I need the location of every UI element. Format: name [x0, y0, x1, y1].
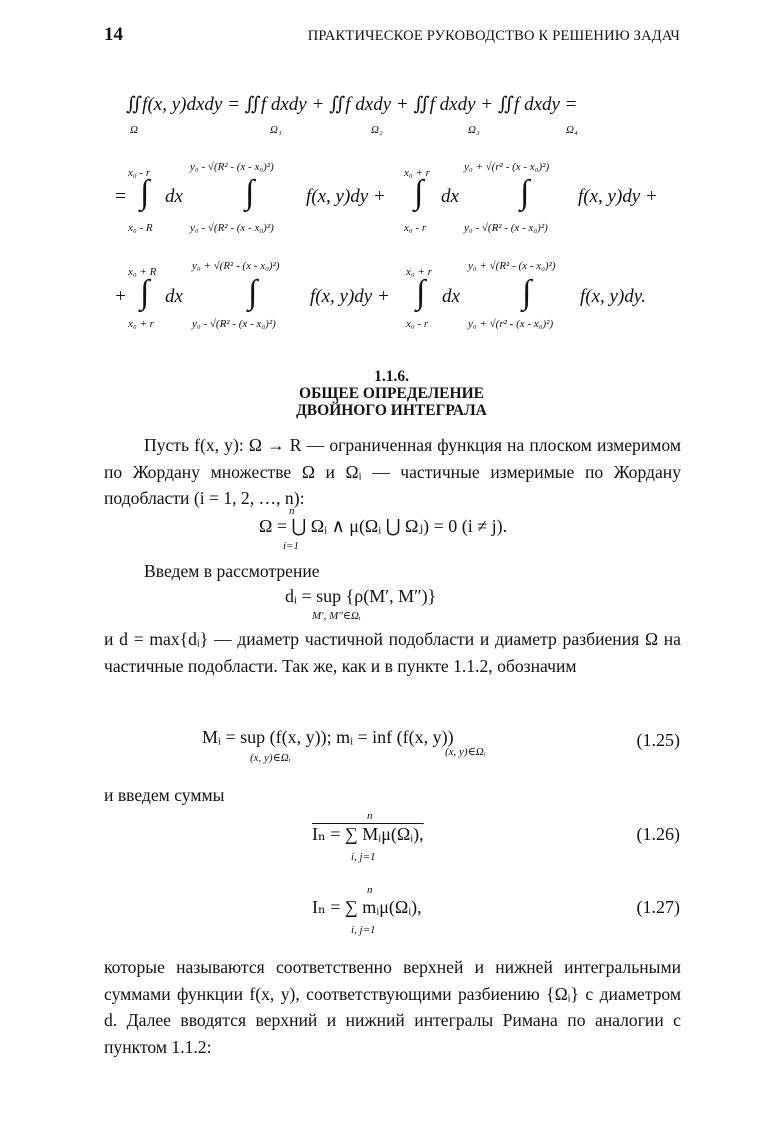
- eq3-int2-body: f(x, y)dy +: [310, 286, 390, 307]
- eq2-int2-lower: y₀ - √(R² - (x - x₀)²): [190, 222, 274, 234]
- eq3-int1-body: dx: [165, 286, 183, 307]
- eq3-int4-upper: y₀ + √(R² - (x - x₀)²): [468, 260, 556, 272]
- integral-sign: ∫: [140, 174, 150, 211]
- formula-1: Ω = ⋃ Ωᵢ ∧ μ(Ωᵢ ⋃ Ωⱼ) = 0 (i ≠ j).: [259, 516, 508, 536]
- eq2-int2-body: f(x, y)dy +: [306, 186, 386, 207]
- running-title: ПРАКТИЧЕСКОЕ РУКОВОДСТВО К РЕШЕНИЮ ЗАДАЧ: [307, 28, 680, 44]
- page-number: 14: [104, 24, 123, 45]
- eq3-int1-upper: x₀ + R: [128, 266, 157, 278]
- eq-top-expression: ∬f(x, y)dxdy = ∬f dxdy + ∬f dxdy + ∬f dxdy + ∬f dxdy =: [126, 94, 578, 115]
- eq3-int4-body: f(x, y)dy.: [580, 286, 646, 307]
- paragraph-3: и d = max{dᵢ} — диаметр частичной подобласти и диаметр разбиения Ω на частичные подобласти. Так же, как и в пункте 1.1.2, обозначим: [104, 629, 681, 676]
- eq-top-domain-4: Ω₄: [566, 124, 578, 136]
- integral-sign: ∫: [416, 274, 426, 311]
- integral-sign: ∫: [520, 174, 530, 211]
- eq-top-domain-1: Ω₁: [270, 124, 282, 136]
- section-title-line1: ОБЩЕЕ ОПРЕДЕЛЕНИЕ: [299, 385, 484, 402]
- formula4-bottom: i, j=1: [351, 851, 376, 863]
- paragraph-1: Пусть f(x, y): Ω → R — ограниченная функция на плоском измеримом по Жордану множестве Ω и Ωᵢ — частичные измеримые по Жордану подобласти (i = 1, 2, …, n):: [104, 435, 681, 508]
- paragraph-2: Введем в рассмотрение: [144, 561, 320, 581]
- eq2-int1-body: dx: [165, 186, 183, 207]
- eq3-int1-lower: x₀ + r: [128, 318, 154, 330]
- formula-4: Iₙ = ∑ Mᵢμ(Ωᵢ),: [312, 824, 424, 844]
- formula2-sub: M′, M″∈Ωᵢ: [312, 610, 361, 622]
- formula5-top: n: [367, 884, 373, 896]
- eq2-int1-lower: x₀ - R: [128, 222, 153, 234]
- equation-number-1-26: (1.26): [636, 824, 680, 844]
- formula5-bottom: i, j=1: [351, 924, 376, 936]
- eq2-int3-upper: x₀ + r: [404, 167, 430, 179]
- integral-sign: ∫: [245, 174, 255, 211]
- formula-5: Iₙ = ∑ mᵢμ(Ωᵢ),: [312, 897, 422, 917]
- eq3-int3-lower: x₀ - r: [406, 318, 429, 330]
- eq3-int2-upper: y₀ + √(R² - (x - x₀)²): [192, 260, 280, 272]
- equation-number-1-25: (1.25): [636, 730, 680, 750]
- integral-sign: ∫: [140, 274, 150, 311]
- formula-2: dᵢ = sup {ρ(M′, M″)}: [285, 586, 437, 606]
- eq2-int3-body: dx: [441, 186, 459, 207]
- formula4-top: n: [367, 810, 373, 822]
- eq2-int4-lower: y₀ - √(R² - (x - x₀)²): [464, 222, 548, 234]
- eq2-lead: =: [114, 186, 127, 207]
- integral-sign: ∫: [248, 274, 258, 311]
- integral-sign: ∫: [414, 174, 424, 211]
- eq2-int1-upper: x₀ - r: [128, 167, 151, 179]
- eq-top-domain-3: Ω₃: [468, 124, 480, 136]
- formula3-sub1: (x, y)∈Ωᵢ: [250, 752, 291, 764]
- eq3-int3-body: dx: [442, 286, 460, 307]
- section-title-line2: ДВОЙНОГО ИНТЕГРАЛА: [296, 402, 487, 419]
- eq3-lead: +: [114, 286, 127, 307]
- section-number: 1.1.6.: [374, 368, 409, 385]
- eq2-int4-upper: y₀ + √(r² - (x - x₀)²): [464, 161, 550, 173]
- formula1-top: n: [289, 505, 295, 517]
- eq-top-domain-2: Ω₂: [371, 124, 383, 136]
- eq3-int2-lower: y₀ - √(R² - (x - x₀)²): [192, 318, 276, 330]
- eq2-int2-upper: y₀ - √(R² - (x - x₀)²): [190, 161, 274, 173]
- eq2-int3-lower: x₀ - r: [404, 222, 427, 234]
- formula1-bottom: i=1: [283, 540, 299, 552]
- eq-top-domain-0: Ω: [130, 124, 138, 136]
- formula-3: Mᵢ = sup (f(x, y)); mᵢ = inf (f(x, y)): [202, 727, 454, 747]
- formula3-sub2: (x, y)∈Ωᵢ: [445, 746, 486, 758]
- paragraph-4: и введем суммы: [104, 785, 225, 805]
- eq2-int4-body: f(x, y)dy +: [578, 186, 658, 207]
- eq3-int4-lower: y₀ + √(r² - (x - x₀)²): [468, 318, 554, 330]
- paragraph-5: которые называются соответственно верхней и нижней интегральными суммами функции f(x, y), соответствующими разбиению {Ωᵢ} с диаметром d. Далее вводятся верхний и нижний интегралы Римана по аналогии с пунктом 1.1.2:: [104, 957, 681, 1057]
- eq3-int3-upper: x₀ + r: [406, 266, 432, 278]
- equation-number-1-27: (1.27): [636, 897, 680, 917]
- integral-sign: ∫: [522, 274, 532, 311]
